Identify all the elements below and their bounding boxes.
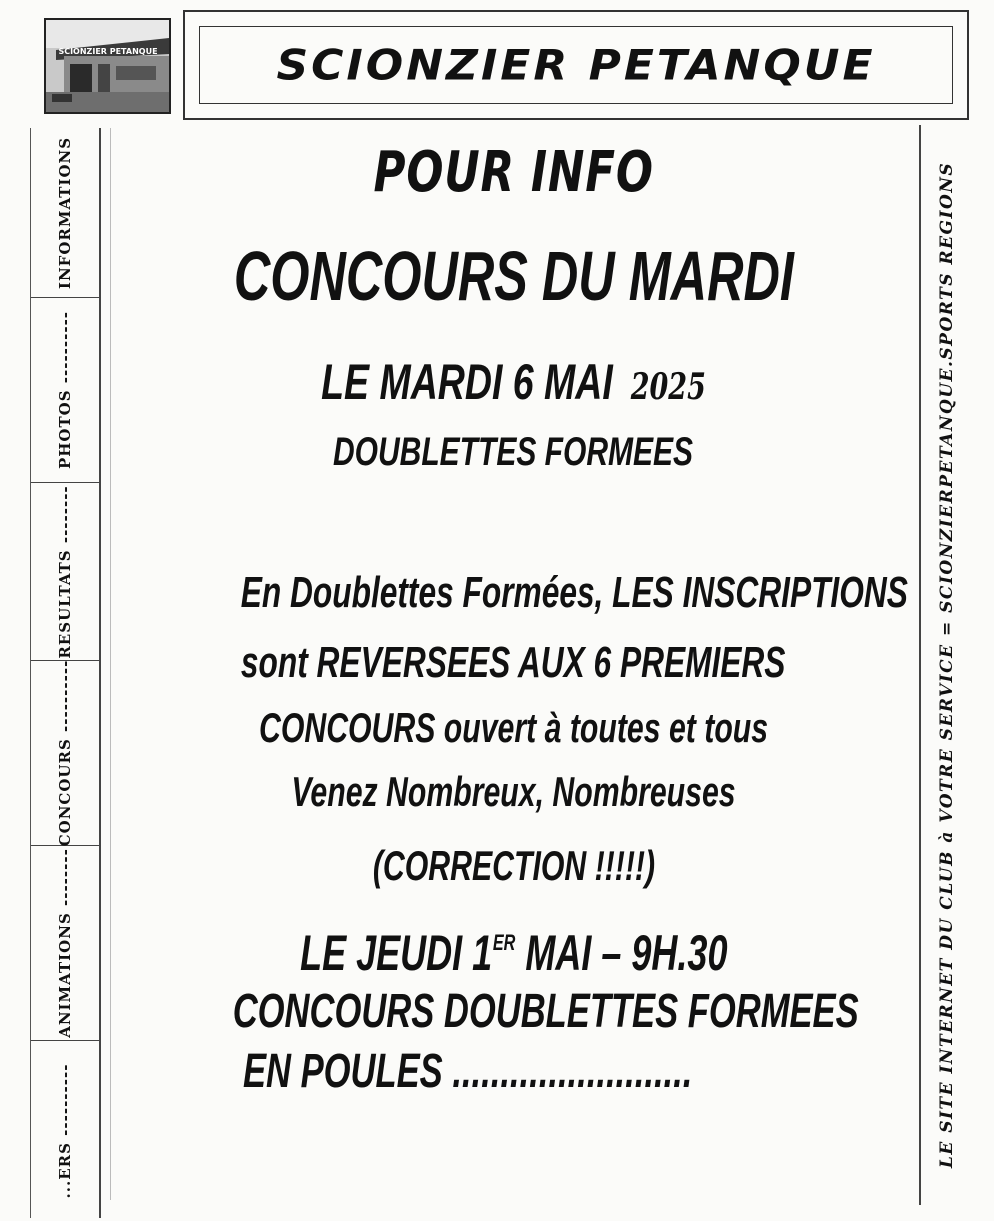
jeudi-format: CONCOURS DOUBLETTES FORMEES (232, 985, 859, 1038)
menu-item-resultats[interactable] (31, 483, 99, 661)
header-banner (183, 10, 969, 120)
event-date: LE MARDI 6 MAI 2025 (321, 354, 706, 410)
event-year: 2025 (630, 366, 706, 408)
main-heading: POUR INFO (373, 140, 654, 205)
main-content (110, 128, 916, 1200)
club-logo (44, 18, 171, 114)
body-line-2: sont REVERSEES AUX 6 PREMIERS (241, 638, 786, 687)
menu-item-partial[interactable] (31, 1041, 99, 1221)
menu-item-label: CONCOURS ---------- (56, 659, 74, 847)
header-inner-frame (199, 26, 953, 104)
clubhouse-photo (46, 20, 169, 112)
menu-item-informations[interactable] (31, 128, 99, 298)
body-line-3: CONCOURS ouvert à toutes et tous (258, 704, 769, 751)
jeudi-line: LE JEUDI 1ER MAI – 9H.30 (299, 925, 728, 981)
menu-item-label: PHOTOS ---------- (56, 310, 74, 470)
menu-item-animations[interactable] (31, 846, 99, 1041)
correction-notice: (CORRECTION !!!!!) (372, 842, 655, 889)
menu-item-photos[interactable] (31, 298, 99, 483)
menu-item-label: ANIMATIONS -------- (56, 848, 74, 1038)
menu-item-label: ...ERS ---------- (56, 1063, 74, 1199)
site-title: SCIONZIER PETANQUE (276, 40, 876, 90)
menu-item-label: INFORMATIONS (56, 136, 74, 289)
body-line-1: En Doublettes Formées, LES INSCRIPTIONS (240, 568, 908, 617)
menu-item-concours[interactable] (31, 661, 99, 846)
main-subheading: CONCOURS DU MARDI (233, 237, 794, 315)
event-format: DOUBLETTES FORMEES (333, 430, 694, 474)
menu-item-label: RESULTATS -------- (56, 484, 74, 659)
left-menu (30, 128, 101, 1218)
right-banner (919, 125, 973, 1205)
logo-text: SCIONZIER PETANQUE (58, 47, 158, 56)
website-banner-text: LE SITE INTERNET DU CLUB à VOTRE SERVICE = SCIONZIERPETANQUE.SPORTS REGIONS (937, 161, 957, 1169)
jeudi-poules: EN POULES ......................... (243, 1045, 693, 1098)
body-line-4: Venez Nombreux, Nombreuses (291, 768, 736, 815)
